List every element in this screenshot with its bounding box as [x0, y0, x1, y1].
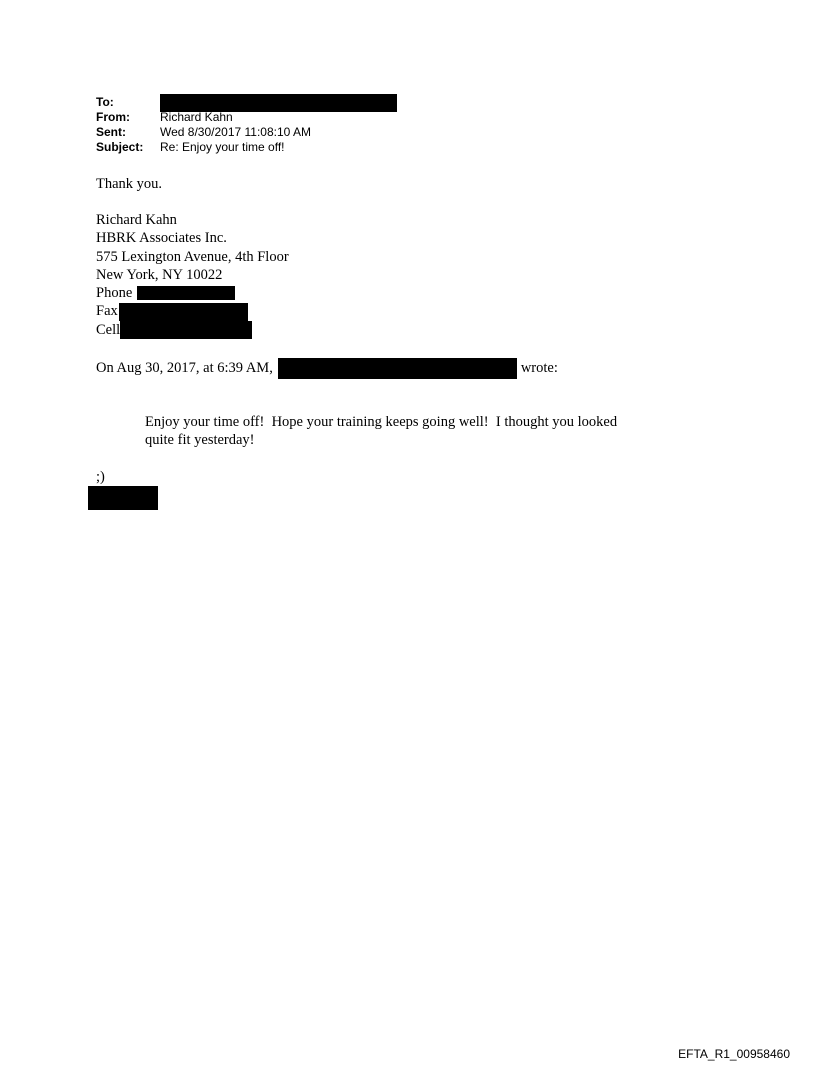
signature-block: [96, 211, 289, 339]
signature-cell-row: [96, 321, 289, 339]
emoticon: ;): [96, 469, 105, 485]
signature-address-line2: New York, NY 10022: [96, 266, 223, 283]
quoted-message: [145, 413, 617, 450]
cell-redaction: [120, 321, 252, 339]
name-redaction: [88, 486, 158, 510]
sent-label: Sent:: [96, 125, 126, 139]
fax-redaction: [119, 303, 248, 321]
quote-intro-suffix: wrote:: [520, 360, 558, 377]
to-redaction: [160, 94, 397, 112]
from-row: [96, 110, 397, 125]
from-label: From:: [96, 110, 130, 124]
email-header: [96, 95, 397, 155]
signature-name: Richard Kahn: [96, 212, 177, 228]
signature-address-line1: 575 Lexington Avenue, 4th Floor: [96, 248, 289, 265]
phone-label: Phone: [96, 285, 133, 302]
quoted-line-1: Enjoy your time off! Hope your training keeps going well! I thought you looked: [145, 414, 618, 430]
quote-intro-prefix: On Aug 30, 2017, at 6:39 AM,: [96, 360, 273, 377]
sent-value: Wed 8/30/2017 11:08:10 AM: [160, 125, 312, 139]
subject-row: [96, 140, 397, 155]
from-value: Richard Kahn: [160, 110, 233, 124]
phone-redaction: [137, 286, 235, 300]
signature-fax-row: [96, 302, 289, 320]
quote-intro: [96, 358, 558, 379]
subject-value: Re: Enjoy your time off!: [160, 140, 285, 154]
signature-phone-row: [96, 284, 289, 302]
to-row: [96, 95, 397, 110]
sender-redaction: [278, 358, 517, 379]
to-label: To:: [96, 95, 114, 109]
reply-text: Thank you.: [96, 176, 163, 192]
fax-label: Fax: [96, 303, 118, 320]
document-id: EFTA_R1_00958460: [678, 1047, 790, 1061]
cell-label: Cell: [96, 321, 121, 338]
signature-company: HBRK Associates Inc.: [96, 230, 227, 247]
quoted-line-2: quite fit yesterday!: [145, 432, 255, 449]
subject-label: Subject:: [96, 140, 144, 154]
sent-row: [96, 125, 397, 140]
